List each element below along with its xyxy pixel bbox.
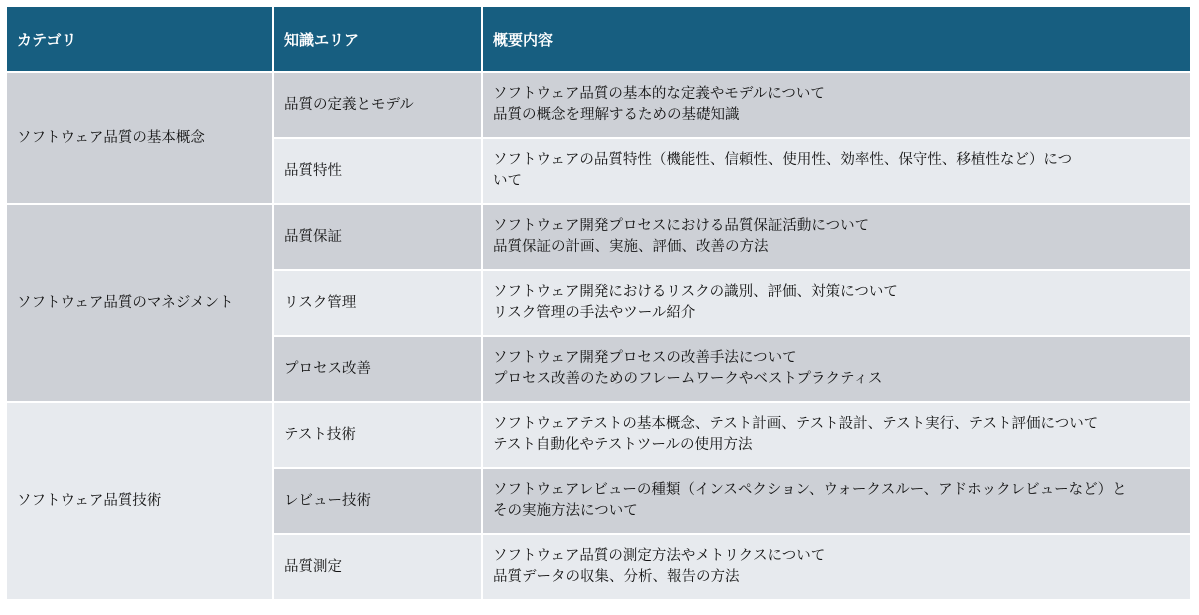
- summary-line: ソフトウェア開発におけるリスクの識別、評価、対策について: [493, 284, 898, 300]
- summary-line: 品質データの収集、分析、報告の方法: [493, 569, 740, 585]
- table-row: [6, 72, 1191, 138]
- summary-line: テスト自動化やテストツールの使用方法: [493, 437, 753, 453]
- header-category: カテゴリ: [6, 6, 273, 72]
- summary-line: リスク管理の手法やツール紹介: [493, 305, 696, 321]
- summary-line: ソフトウェア開発プロセスにおける品質保証活動について: [493, 218, 870, 234]
- knowledge-area-cell: 品質測定: [273, 534, 482, 600]
- table-row: [6, 204, 1191, 270]
- knowledge-area-cell: リスク管理: [273, 270, 482, 336]
- knowledge-area-cell: テスト技術: [273, 402, 482, 468]
- summary-line: 品質の概念を理解するための基礎知識: [493, 107, 740, 123]
- table-row: [6, 402, 1191, 468]
- header-knowledge-area: 知識エリア: [273, 6, 482, 72]
- summary-cell: [482, 468, 1191, 534]
- category-cell: ソフトウェア品質技術: [6, 402, 273, 600]
- header-summary: 概要内容: [482, 6, 1191, 72]
- summary-line: ソフトウェア品質の測定方法やメトリクスについて: [493, 548, 826, 564]
- knowledge-area-cell: レビュー技術: [273, 468, 482, 534]
- summary-line: ソフトウェアテストの基本概念、テスト計画、テスト設計、テスト実行、テスト評価について: [493, 416, 1099, 432]
- summary-line: いて: [493, 173, 522, 189]
- table-header-row: [6, 6, 1191, 72]
- knowledge-area-cell: 品質の定義とモデル: [273, 72, 482, 138]
- knowledge-area-table: [5, 5, 1192, 601]
- summary-line: その実施方法について: [493, 503, 638, 519]
- knowledge-table-container: [5, 5, 1190, 601]
- summary-cell: [482, 72, 1191, 138]
- knowledge-area-cell: 品質保証: [273, 204, 482, 270]
- summary-line: ソフトウェア品質の基本的な定義やモデルについて: [493, 86, 825, 102]
- summary-line: ソフトウェアの品質特性（機能性、信頼性、使用性、効率性、保守性、移植性など）につ: [493, 152, 1073, 168]
- summary-line: ソフトウェアレビューの種類（インスペクション、ウォークスルー、アドホックレビューなど）と: [493, 482, 1127, 498]
- category-cell: ソフトウェア品質の基本概念: [6, 72, 273, 204]
- knowledge-area-cell: プロセス改善: [273, 336, 482, 402]
- summary-cell: [482, 138, 1191, 204]
- summary-line: プロセス改善のためのフレームワークやベストプラクティス: [493, 371, 883, 387]
- summary-cell: [482, 534, 1191, 600]
- summary-line: 品質保証の計画、実施、評価、改善の方法: [493, 239, 769, 255]
- summary-cell: [482, 336, 1191, 402]
- summary-cell: [482, 402, 1191, 468]
- category-cell: ソフトウェア品質のマネジメント: [6, 204, 273, 402]
- summary-cell: [482, 270, 1191, 336]
- summary-cell: [482, 204, 1191, 270]
- summary-line: ソフトウェア開発プロセスの改善手法について: [493, 350, 797, 366]
- knowledge-area-cell: 品質特性: [273, 138, 482, 204]
